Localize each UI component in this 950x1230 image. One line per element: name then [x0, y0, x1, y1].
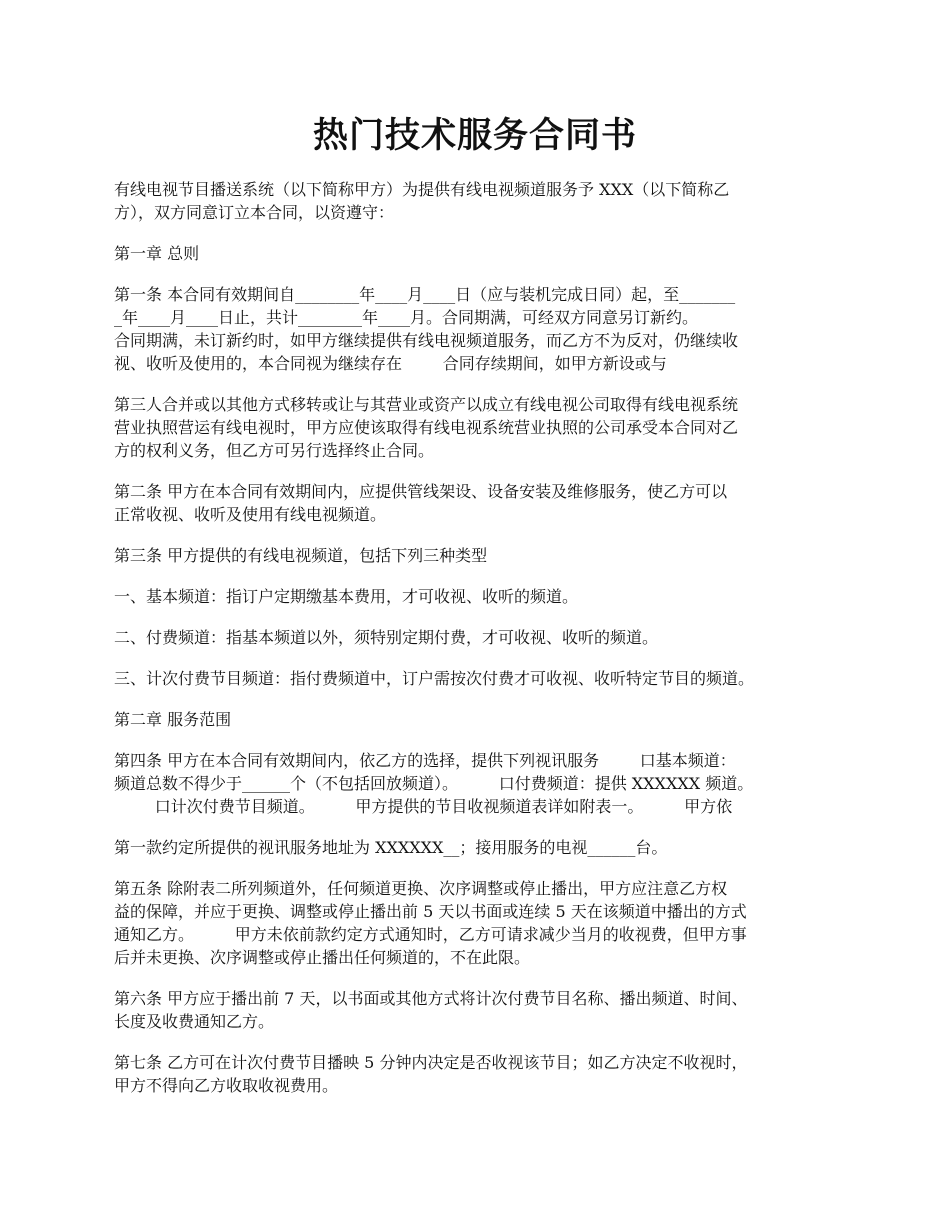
text-line: 益的保障，并应于更换、调整或停止播出前 5 天以书面或连续 5 天在该频道中播出的方式 [114, 902, 747, 921]
text-line: 第二章 服务范围 [114, 710, 232, 729]
article-6 [114, 987, 854, 1033]
text-line: 方的权利义务，但乙方可另行选择终止合同。 [114, 441, 435, 460]
text-line: 第五条 除附表二所列频道外，任何频道更换、次序调整或停止播出，甲方应注意乙方权 [114, 879, 728, 898]
article-5 [114, 877, 854, 969]
text-line: 通知乙方。 甲方未依前款约定方式通知时，乙方可请求减少当月的收视费，但甲方事 [114, 925, 747, 944]
article-4-continued [114, 836, 854, 859]
text-line: 方），双方同意订立本合同，以资遵守： [114, 203, 395, 222]
article-1 [114, 283, 854, 375]
text-line: 三、计次付费节目频道：指付费频道中，订户需按次付费才可收视、收听特定节目的频道。 [114, 669, 755, 688]
text-line: 合同期满，未订新约时，如甲方继续提供有线电视频道服务，而乙方不为反对，仍继续收 [114, 331, 739, 350]
text-line: 第一款约定所提供的视讯服务地址为 XXXXXX__；接用服务的电视______台。 [114, 838, 668, 857]
text-line: 一、基本频道：指订户定期缴基本费用，才可收视、收听的频道。 [114, 587, 579, 606]
text-line: 第一章 总则 [114, 244, 200, 263]
article-3-item-1 [114, 585, 854, 608]
text-line: 第四条 甲方在本合同有效期间内，依乙方的选择，提供下列视讯服务 口基本频道： [114, 751, 736, 770]
text-line: 正常收视、收听及使用有线电视频道。 [114, 505, 387, 524]
article-3 [114, 544, 854, 567]
article-1-continued [114, 393, 854, 462]
text-line: 二、付费频道：指基本频道以外，须特别定期付费，才可收视、收听的频道。 [114, 628, 659, 647]
text-line: 甲方不得向乙方收取收视费用。 [114, 1076, 339, 1095]
text-line: 有线电视节目播送系统（以下简称甲方）为提供有线电视频道服务予 XXX（以下简称乙 [114, 180, 730, 199]
document-body [114, 178, 854, 1097]
intro-paragraph [114, 178, 854, 224]
text-line: 频道总数不得少于______个（不包括回放频道）。 口付费频道：提供 XXXXXX 频道。 [114, 774, 754, 793]
chapter-heading-1 [114, 242, 854, 265]
article-3-item-2 [114, 626, 854, 649]
text-line: 第七条 乙方可在计次付费节目播映 5 分钟内决定是否收视该节目；如乙方决定不收视时， [114, 1053, 748, 1072]
text-line: 第三人合并或以其他方式移转或让与其营业或资产以成立有线电视公司取得有线电视系统 [114, 395, 739, 414]
text-line: 第六条 甲方应于播出前 7 天，以书面或其他方式将计次付费节目名称、播出频道、时间、 [114, 989, 748, 1008]
text-line: 第二条 甲方在本合同有效期间内，应提供管线架设、设备安装及维修服务，使乙方可以 [114, 482, 728, 501]
text-line: 视、收听及使用的，本合同视为继续存在 合同存续期间，如甲方新设或与 [114, 354, 667, 373]
text-line: 口计次付费节目频道。 甲方提供的节目收视频道表详如附表一。 甲方依 [114, 797, 733, 816]
text-line: 第三条 甲方提供的有线电视频道，包括下列三种类型 [114, 546, 488, 565]
text-line: 营业执照营运有线电视时，甲方应使该取得有线电视系统营业执照的公司承受本合同对乙 [114, 418, 739, 437]
text-line: _年____月____日止，共计________年____月。合同期满，可经双方同意另订新约。 [114, 308, 699, 327]
article-2 [114, 480, 854, 526]
text-line: 第一条 本合同有效期间自________年____月____日（应与装机完成日同）起，至_______ [114, 285, 736, 304]
article-4 [114, 749, 854, 818]
document-title: 热门技术服务合同书 [312, 115, 637, 156]
article-7 [114, 1051, 854, 1097]
article-3-item-3 [114, 667, 854, 690]
text-line: 长度及收费通知乙方。 [114, 1012, 275, 1031]
text-line: 后并未更换、次序调整或停止播出任何频道的，不在此限。 [114, 948, 531, 967]
chapter-heading-2 [114, 708, 854, 731]
